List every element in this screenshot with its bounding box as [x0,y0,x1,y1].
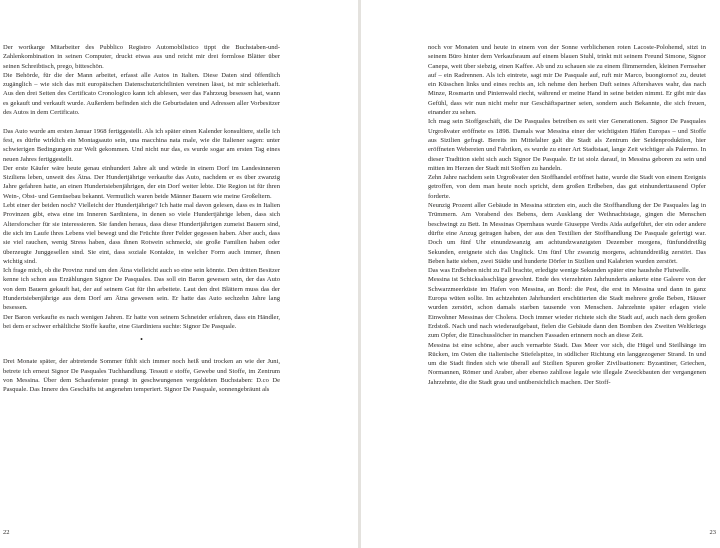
paragraph: Messina ist eine schöne, aber auch vernarbte Stadt. Das Meer vor sich, die Hügel und Steilhänge im Rücken, im Osten die italienische Stiefelspitze, in südlicher Richtung ein langgezogener Strand. In und um die Stadt finden sich wie überall auf Sizilien Spuren großer Zivilisationen: Byzantiner, Griechen, Normannen, Römer und Araber, aber ebenso zahllose legale wie illegale Zweckbauten der vergangenen Jahrzehnte, die die Stadt grau und unübersichtlich machen. Der Stoff- [428,341,706,386]
right-page [361,0,720,548]
paragraph: Der wortkarge Mitarbeiter des Pubblico Registro Automobilistico tippt die Buchstaben-und-Zahlenkombination in seinen Computer, druckt etwas aus und reicht mir drei formlose Blätter über seinen Schreibtisch, prego, bitteschön. [3,44,280,70]
paragraph: Der erste Käufer wäre heute genau einhundert Jahre alt und würde in einem Dorf im Landesinneren Siziliens leben, unweit des Ätna. Der Hundertjährige verkaufte das Auto, nachdem er es über zwanzig Jahre gefahren hatte, an einen Hundertsiebenjährigen, der ein Dorf weiter lebte. Die Region ist für ihren Wein-, Obst- und Gemüsebau bekannt. Vermutlich waren beide Männer Bauern wie meine Großeltern. [3,164,280,200]
right-page-text [428,43,706,387]
paragraph: Die Behörde, für die der Mann arbeitet, erfasst alle Autos in Italien. Diese Daten sind öffentlich zugänglich – wie sich das mit europäischen Datenschutzrichtlinien vereinen lässt, ist mir schleierhaft. Aus den drei Seiten des Certificato Cronologico kann ich ablesen, wer das Fahrzeug besessen hat, wann es gekauft und verkauft wurde. Außerdem befinden sich die Geburtsdaten und Adressen aller Vorbesitzer des Autos in dem Certificato. [3,71,280,117]
paragraph: Das was Erdbeben nicht zu Fall brachte, erledigte wenige Sekunden später eine haushohe Flutwelle. [428,267,691,275]
paragraph: noch vor Monaten und heute in einem von der Sonne verblichenen roten Lacoste-Polohemd, sitzt in seinem Büro hinter dem Verkaufsraum auf einem blauen Stuhl, trinkt mit seinem Freund Simone, Signor Canepa, weit über siebzig, einen Kaffee. Ab und zu schauen sie zu einem flimmernden, kleinen Fernseher auf – ein Radrennen. Als ich eintrete, sagt mir De Pasquale auf, ruft mir Marco, buongiorno! zu, deutet ein Küsschen links und eines rechts an, ich nehme den herben Duft seines Aftershaves wahr, das nach Minze, Rosmarin und Pinienwald riecht, während er meine Hand in seine beiden nimmt. Er gibt mir das Gefühl, dass wir nun nicht mehr nur Geschäftspartner seien, sondern auch Bekannte, die sich freuen, einander zu sehen. [428,44,706,117]
paragraph: Lebt einer der beiden noch? Vielleicht der Hundertjährige? Ich hatte mal davon gelesen, dass es in Italien Provinzen gibt, etwa eine im Inneren Sardiniens, in denen so viele Hundertjährige leben, dass sich Altersforscher für sie interessieren. Sie fanden heraus, dass diese Hundertjährigen zumeist Bauern sind, die sich im Laufe ihres Lebens viel bewegt und die Früchte ihrer Felder gegessen haben. Aber auch, dass sie viel rauchen, wenig Stress haben, dass ihnen Rotwein schmeckt, sie große Familien haben oder überzeugte Junggesellen sind. Sie eint, dass soziale Kontakte, in welcher Form auch immer, ihnen wichtig sind. [3,202,280,265]
paragraph: Messina ist Schicksalsschläge gewohnt. Ende des vierzehnten Jahrhunderts ankerte eine Galeere von der Schwarzmeerküste im Hafen von Messina, an Bord: die Pest, die erst in Messina und dann in ganz Europa wüten sollte. Im achtzehnten Jahrhundert erschütterten die Stadt mehrere große Beben, Häuser wurden zerstört, schon damals starben tausende von Menschen. Jahrzehnte später erlagen viele Einwohner Messinas der Cholera. Doch immer wieder richtete sich die Stadt auf, auch nach dem großen Erdstoß. Nach und nach wiederaufgebaut, fielen die Gebäude dann den Bomben des Zweiten Weltkriegs zum Opfer, die Einschusslöcher in manchen Fassaden erinnern noch an diese Zeit. [428,276,706,340]
paragraph: Drei Monate später, der abtretende Sommer fühlt sich immer noch heiß und trocken an wie der Juni, betrete ich erneut Signor De Pasquales Tuchhandlung. Tessuti e stoffe, Gewebe und Stoffe, im Zentrum von Messina. Über dem Schaufenster prangt in geschwungenen vergoldeten Buchstaben: D.co De Pasquale. Das Innere des Geschäfts ist angenehm temperiert. Signor De Pasquale, sonnengebräunt als [3,358,280,394]
page-number: 23 [709,529,716,536]
left-page [0,0,358,548]
paragraph: Ich mag sein Stoffgeschäft, die De Pasquales betreiben es seit vier Generationen. Signor De Pasquales Urgroßvater eröffnete es 1898. Damals war Messina einer der wichtigsten Häfen Europas – und Stoffe aus Sizilien gefragt. Bereits im Mittelalter galt die Stadt als Zentrum der Seidenproduktion, hier eröffneten Webereien und Fabriken, es wurde zu einer Art Stadtstaat, lange Zeit wichtiger als Palermo. In dieser Tradition sieht sich auch Signor De Pasquale. Er ist stolz darauf, in Messina geboren zu sein und mitten im Herzen der Stadt mit Stoffen zu handeln. [428,118,706,172]
paragraph: Ich frage mich, ob die Provinz rund um den Ätna vielleicht auch so eine sein könnte. Den dritten Besitzer kenne ich schon aus Erzählungen Signor De Pasquales. Das soll ein Baron gewesen sein, der das Auto von dem Bauern gekauft hat, der auf seinem Gut für ihn arbeitete. Laut den drei Blättern muss das der Hundertsiebenjährige aus dem Dorf am Ätna gewesen sein. Er hatte das Auto sechzehn Jahre lang besessen. [3,267,280,312]
paragraph-gap [3,117,280,126]
paragraph: Der Baron verkaufte es nach wenigen Jahren. Er hatte von seinem Schneider erfahren, dass ein Händler, bei dem er schwer erhältliche Stoffe kaufte, eine Giardiniera suchte: Signor De Pasquale. [3,313,280,330]
left-page-text [3,43,280,394]
paragraph: Zehn Jahre nachdem sein Urgroßvater den Stoffhandel eröffnet hatte, wurde die Stadt von einem Ereignis getroffen, von dem man heute noch spricht, dem großen Erdbeben, das gut einhunderttausend Opfer forderte. [428,174,706,200]
paragraph: Das Auto wurde am ersten Januar 1968 fertiggestellt. Als ich später einen Kalender konsultiere, stelle ich fest, es dürfte wirklich ein Montagsauto sein, una macchina nata male, wie die Italiener sagen: unter schwierigen Bedingungen zur Welt gekommen. Und nicht nur das, es wurde sogar am ersten Tag eines neuen Jahres fertiggestellt. [3,127,280,163]
page-number: 22 [3,529,10,536]
paragraph: Neunzig Prozent aller Gebäude in Messina stürzten ein, auch die Stoffhandlung der De Pasquales lag in Trümmern. Am Vorabend des Bebens, dem Ausklang der Weihnachtstage, gingen die Menschen beschwingt zu Bett. In Messinas Opernhaus wurde Giuseppe Verdis Aida aufgeführt, der ein oder andere dürfte eine Anzug getragen haben, der aus den Textilien der Stoffhandlung De Pasquale gefertigt war. Doch um fünf Uhr einundzwanzig am achtundzwanzigsten Dezember morgens, fünfunddreißig Sekunden, ereignete sich das Unglück. Um fünf Uhr zwanzig morgens, achtunddreißig zerstört. Das Beben hatte sieben, zwei Städte und hunderte Dörfer in Sizilien und Kalabrien wurden zerstört. [428,202,706,265]
section-separator: • [140,335,143,345]
